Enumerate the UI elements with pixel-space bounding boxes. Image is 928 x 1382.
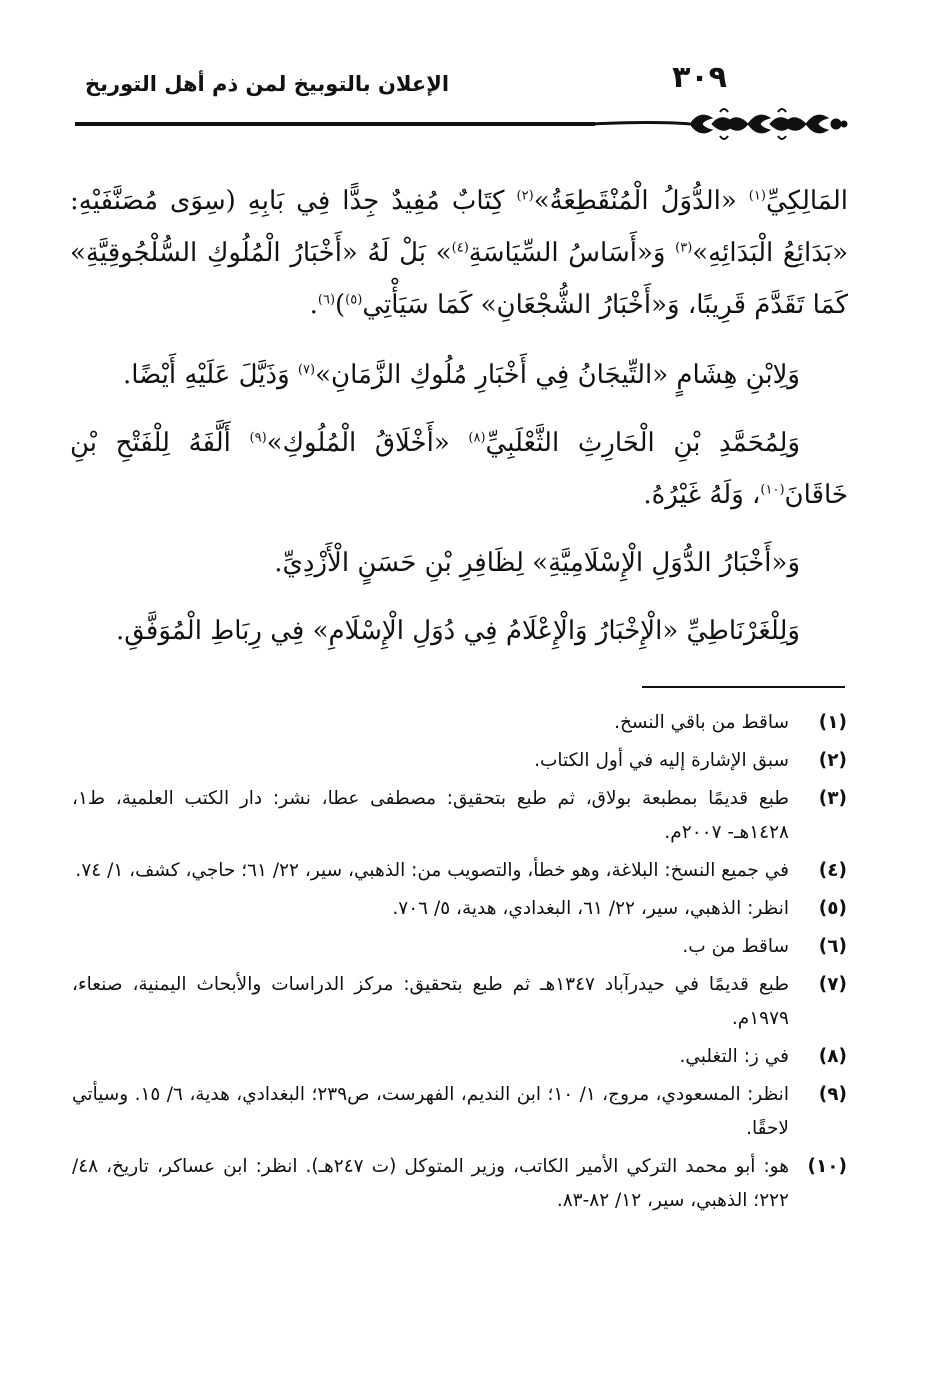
footnote-text: هو: أبو محمد التركي الأمير الكاتب، وزير المتوكل (ت ٢٤٧هـ). انظر: ابن عساكر، تاريخ، ٤٨/ ٢٢٢؛ الذهبي، سير، ١٢/ ٨٢-٨٣. xyxy=(72,1156,789,1211)
footnote-item xyxy=(72,1040,847,1074)
footnote-text: في جميع النسخ: البلاغة، وهو خطأ، والتصويب من: الذهبي، سير، ٢٢/ ٦١؛ حاجي، كشف، ١/ ٧٤. xyxy=(75,860,789,881)
paragraph-5 xyxy=(70,605,848,657)
main-text xyxy=(70,175,848,673)
footnote-item xyxy=(72,930,847,964)
footnote-item xyxy=(72,968,847,1036)
header-rule xyxy=(75,122,595,126)
text-segment: وَ«أَخْبَارُ الدُّوَلِ الْإِسْلَامِيَّةِ» لِظَافِرِ بْنِ حَسَنٍ الْأَزْدِيِّ. xyxy=(274,548,800,578)
footnote-ref: (٩) xyxy=(249,430,267,446)
text-segment: ، وَلَهُ غَيْرُهُ. xyxy=(643,480,761,510)
footnote-ref: (٧) xyxy=(297,362,316,378)
footnote-ref: (٥) xyxy=(345,292,363,308)
paragraph-3 xyxy=(70,417,848,521)
footnote-item xyxy=(72,892,847,926)
footnote-item xyxy=(72,854,847,888)
footnote-text: انظر: الذهبي، سير، ٢٢/ ٦١، البغدادي، هدية، ٥/ ٧٠٦. xyxy=(392,898,789,919)
footnote-number: (٩) xyxy=(818,1084,847,1105)
footnote-item xyxy=(72,1150,847,1218)
page-header xyxy=(75,58,845,108)
paragraph-2 xyxy=(70,349,848,401)
footnote-ref: (١٠) xyxy=(760,482,785,498)
footnote-item xyxy=(72,1078,847,1146)
footnote-ref: (٣) xyxy=(675,240,693,256)
paragraph-1 xyxy=(70,175,848,331)
footnote-ref: (٤) xyxy=(451,240,469,256)
text-segment: ) xyxy=(335,290,346,320)
footnote-number: (٥) xyxy=(818,898,847,919)
footnote-text: ساقط من باقي النسخ. xyxy=(614,712,789,733)
footnote-text: طبع قديمًا في حيدرآباد ١٣٤٧هـ ثم طبع بتحقيق: مركز الدراسات والأبحاث اليمنية، صنعاء، ١٩٧٩م. xyxy=(72,974,789,1029)
footnote-text: سبق الإشارة إليه في أول الكتاب. xyxy=(534,750,789,771)
footnote-ref: (٢) xyxy=(516,188,534,204)
text-segment: وَلِابْنِ هِشَامٍ «التِّيجَانُ فِي أَخْبَارِ مُلُوكِ الزَّمَانِ» xyxy=(315,360,800,390)
footnotes xyxy=(72,706,847,1222)
footnote-item xyxy=(72,744,847,778)
text-segment: وَ«أَسَاسُ السِّيَاسَةِ xyxy=(468,238,676,268)
footnote-text: طبع قديمًا بمطبعة بولاق، ثم طبع بتحقيق: مصطفى عطا، نشر: دار الكتب العلمية، ط١، ١٤٢٨هـ- ٢٠٠٧م. xyxy=(72,788,789,843)
text-segment: وَذَيَّلَ عَلَيْهِ أَيْضًا. xyxy=(122,360,298,390)
text-segment: . xyxy=(309,290,318,320)
text-segment: «أَخْلَاقُ الْمُلُوكِ» xyxy=(266,428,469,458)
text-segment: وَلِلْغَرْنَاطِيِّ «الْإِخْبَارُ وَالْإِعْلَامُ فِي دُوَلِ الْإِسْلَامِ» فِي رِبَاطِ الْمُوَفَّقِ. xyxy=(115,616,800,646)
text-segment: أَلَّفَهُ لِلْفَتْحِ بْنِ خَاقَانَ xyxy=(70,428,848,510)
footnote-number: (٢) xyxy=(818,750,847,771)
footnote-number: (٦) xyxy=(818,936,847,957)
footnote-number: (٣) xyxy=(818,788,847,809)
footnote-number: (١٠) xyxy=(807,1156,847,1177)
footnote-number: (٤) xyxy=(818,860,847,881)
footnote-item xyxy=(72,782,847,850)
footnote-number: (١) xyxy=(818,712,847,733)
paragraph-4 xyxy=(70,537,848,589)
footnote-number: (٧) xyxy=(818,974,847,995)
footnote-text: انظر: المسعودي، مروج، ١/ ١٠؛ ابن النديم، الفهرست، ص٢٣٩؛ البغدادي، هدية، ٦/ ١٥. وسيأتي لاحقًا. xyxy=(72,1084,789,1139)
footnote-ref: (٦) xyxy=(317,292,336,308)
text-segment: وَلِمُحَمَّدِ بْنِ الْحَارِثِ الثَّعْلَبِيِّ xyxy=(485,428,800,458)
footnote-ref: (٨) xyxy=(468,430,486,446)
footnote-separator xyxy=(642,686,845,688)
ornament-icon xyxy=(590,104,848,144)
footnote-number: (٨) xyxy=(818,1046,847,1067)
footnote-text: ساقط من ب. xyxy=(682,936,789,957)
text-segment: كِتَابٌ مُفِيدٌ جِدًّا فِي بَابِهِ (سِوَى مُصَنَّفَيْهِ: «بَدَائِعُ الْبَدَائِهِ» xyxy=(70,186,848,268)
running-title: الإعلان بالتوبيخ لمن ذم أهل التوريخ xyxy=(85,72,450,96)
text-segment: المَالِكِيِّ xyxy=(765,186,848,216)
footnote-text: في ز: التغلبي. xyxy=(679,1046,789,1067)
text-segment: «الدُّوَلُ الْمُنْقَطِعَةُ» xyxy=(533,186,749,216)
footnote-item xyxy=(72,706,847,740)
page-number: ٣٠٩ xyxy=(672,60,727,95)
text-segment: » بَلْ لَهُ «أَخْبَارُ الْمُلُوكِ السُّلْجُوقِيَّةِ» كَمَا تَقَدَّمَ قَرِيبًا، وَ«أَخْبَارُ الشُّجْعَانِ» كَمَا سَيَأْتِي xyxy=(70,238,848,320)
footnote-ref: (١) xyxy=(748,188,766,204)
